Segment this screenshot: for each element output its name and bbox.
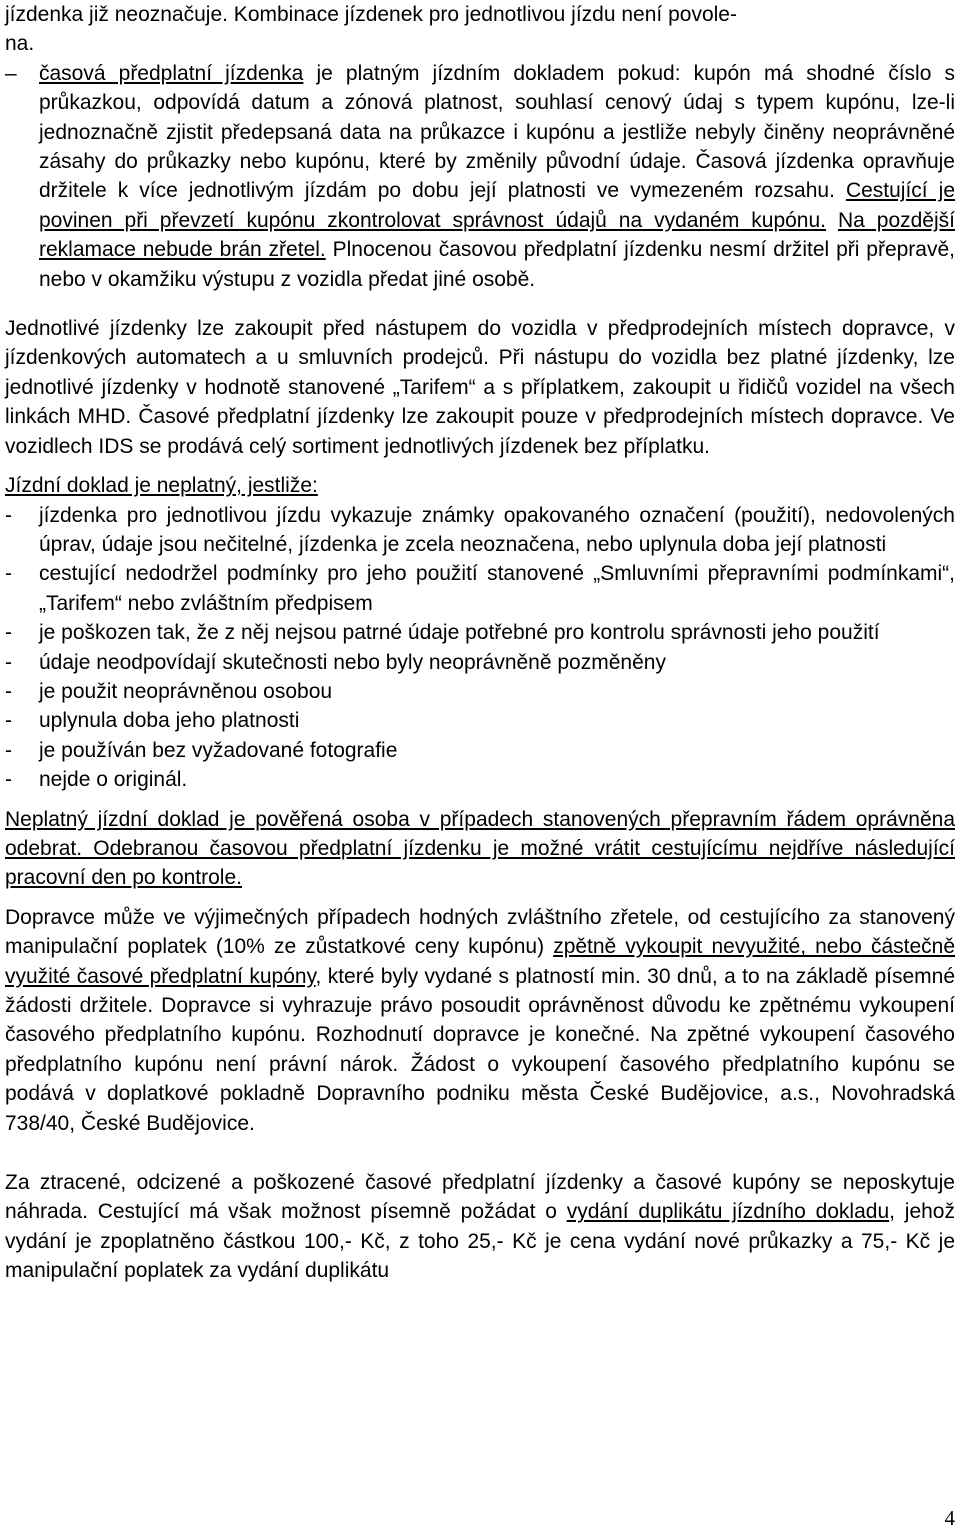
list-item — [5, 618, 955, 647]
item-dash: - — [5, 503, 12, 527]
time-ticket-item — [5, 59, 955, 294]
list-item — [5, 677, 955, 706]
invalid-heading: Jízdní doklad je neplatný, jestliže: — [5, 474, 318, 498]
lost-text-1: Za ztracené, odcizené a poškozené časové předplatní jízdenky a časové kupóny se neposkytuje náhrada. Cestující má však možnost písemně požádat o — [5, 1171, 955, 1224]
spacer-text — [826, 209, 838, 232]
item-dash: - — [5, 709, 12, 733]
invalid-list — [5, 501, 955, 795]
document-page — [5, 0, 955, 1286]
item-dash: – — [5, 61, 17, 85]
time-ticket-transfer-note: Plnocenou časovou předplatní jízdenku nesmí držitel při přepravě, nebo v okamžiku výstupu z vozidla předat jiné osobě. — [39, 238, 955, 291]
list-item-text: je použit neoprávněnou osobou — [39, 679, 333, 703]
list-item — [5, 648, 955, 677]
item-dash: - — [5, 679, 12, 703]
list-item — [5, 765, 955, 794]
page-number: 4 — [944, 1505, 955, 1530]
list-item-text: je používán bez vyžadované fotografie — [39, 738, 398, 762]
list-item-text: cestující nedodržel podmínky pro jeho použití stanovené „Smluvními přepravními podmínkami“, „Tarifem“ nebo zvláštním předpisem — [39, 562, 955, 615]
time-ticket-term: časová předplatní jízdenka — [39, 61, 304, 85]
duplicate-request-note: vydání duplikátu jízdního dokladu — [566, 1200, 890, 1224]
list-item-text: je poškozen tak, že z něj nejsou patrné údaje potřebné pro kontrolu správnosti jeho použití — [39, 621, 880, 645]
item-dash: - — [5, 562, 12, 586]
refund-text-2: , které byly vydané s platností min. 30 dnů, a to na základě písemné žádosti držitele. Dopravce si vyhrazuje právo posoudit oprávněnost důvodu ke zpětnému vykoupení časového předplatního kupónu. Rozhodnutí dopravce je konečné. Na zpětné vykoupení časového předplatního kupónu není právní nárok. Žádost o vykoupení časového předplatního kupónu se podává v doplatkové pokladně Dopravního podniku města České Budějovice, a.s., Novohradská 738/40, České Budějovice. — [5, 964, 955, 1135]
intro-line-2: na. — [5, 32, 35, 56]
lost-text-2: , jehož vydání je zpoplatněno částkou 100,- Kč, z toho 25,- Kč je cena vydání nové průkazky a 75,- Kč je manipulační poplatek za vydání duplikátu — [5, 1200, 955, 1283]
refund-text-1: Dopravce může ve výjimečných případech hodných zvláštního zřetele, od cestujícího za stanovený manipulační poplatek (10% ze zůstatkové ceny kupónu) — [5, 905, 955, 959]
paragraph-refund — [5, 903, 955, 1138]
paragraph-purchase: Jednotlivé jízdenky lze zakoupit před nástupem do vozidla v předprodejních místech dopravce, v jízdenkových automatech a u smluvních prodejců. Při nástupu do vozidla bez platné jízdenky, lze jednotlivé jízdenky v hodnotě stanovené „Tarifem“ a s příplatkem, zakoupit u řidičů vozidel na všech linkách MHD. Časové předplatní jízdenky lze zakoupit pouze v předprodejních místech dopravce. Ve vozidlech IDS se prodává celý sortiment jednotlivých jízdenek bez příplatku. — [5, 317, 955, 458]
list-item — [5, 501, 955, 560]
list-item-text: jízdenka pro jednotlivou jízdu vykazuje známky opakovaného označení (použití), nedovolených úprav, údaje jsou nečitelné, jízdenka je zcela neoznačena, nebo uplynula doba její platnosti — [39, 503, 955, 556]
list-item-text: údaje neodpovídají skutečnosti nebo byly neoprávněně pozměněny — [39, 650, 666, 674]
no-claims-note: Na pozdější reklamace nebude brán zřetel. — [39, 208, 955, 262]
item-dash: - — [5, 768, 12, 792]
check-coupon-note: Cestující je povinen při převzetí kupónu zkontrolovat správnost údajů na vydaném kupónu. — [39, 179, 955, 232]
list-item — [5, 736, 955, 765]
list-item — [5, 706, 955, 735]
list-item-text: uplynula doba jeho platnosti — [39, 709, 300, 733]
paragraph-confiscation: Neplatný jízdní doklad je pověřená osoba v případech stanovených přepravním řádem oprávněna odebrat. Odebranou časovou předplatní jízdenku je možné vrátit cestujícímu nejdříve následující pracovní den po kontrole. — [5, 807, 955, 890]
list-item — [5, 559, 955, 618]
refund-buyback-note: zpětně vykoupit nevyužité, nebo částečně využité časové předplatní kupóny — [5, 935, 956, 988]
paragraph-intro — [5, 0, 955, 59]
item-dash: - — [5, 738, 12, 762]
time-ticket-text — [39, 59, 955, 294]
item-dash: - — [5, 650, 12, 674]
intro-line-1: jízdenka již neoznačuje. Kombinace jízdenek pro jednotlivou jízdu není povole- — [5, 3, 737, 26]
list-item-text: nejde o originál. — [39, 768, 188, 792]
paragraph-lost — [5, 1168, 955, 1286]
item-dash: - — [5, 621, 12, 645]
time-ticket-body: je platným jízdním dokladem pokud: kupón má shodné číslo s průkazkou, odpovídá datum a zónová platnost, souhlasí cenový údaj s typem kupónu, lze-li jednoznačně zjistit předepsaná data na průkazce i kupónu a jestliže nebyly činěny neoprávněné zásahy do průkazky nebo kupónu, které by změnily původní údaje. Časová jízdenka opravňuje držitele k více jednotlivým jízdám po dobu její platnosti ve vymezeném rozsahu. — [39, 61, 955, 203]
